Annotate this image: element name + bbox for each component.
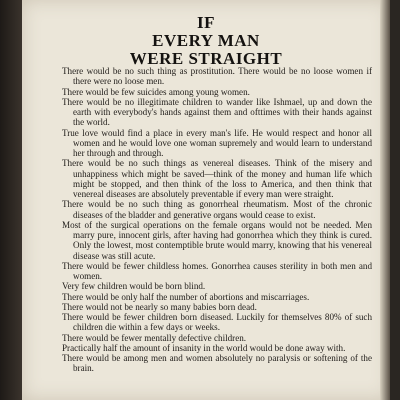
paragraph: There would be fewer children born diseased. Luckily for themselves 80% of such children die within a few days or weeks. [62, 312, 372, 333]
book-spine-shadow [0, 0, 22, 400]
paragraph: There would be among men and women absolutely no paralysis or softening of the brain. [62, 353, 372, 374]
title-line-2: EVERY MAN [152, 31, 260, 50]
paragraph: There would be no such thing as gonorrheal rheumatism. Most of the chronic diseases of the bladder and generative organs would cease to exist. [62, 199, 372, 220]
paragraph: There would be fewer childless homes. Gonorrhea causes sterility in both men and women. [62, 260, 372, 281]
paragraph: There would not be nearly so many babies born dead. [62, 301, 257, 312]
paragraph: Most of the surgical operations on the female organs would not be needed. Men marry pure, innocent girls, after having had gonorrhea which they think is cured. Only the lowest, most contemptible brute would marry, knowing that his venereal disease was still acute. [62, 219, 372, 261]
paragraph: True love would find a place in every man's life. He would respect and honor all women and he would love one woman supremely and would learn to understand her through and through. [62, 127, 372, 158]
paragraph: There would be no such things as venereal diseases. Think of the misery and unhappiness which might be saved—think of the money and human life which might be stopped, and then think of the loss to America, and then think that venereal diseases are absolutely preventable if every man were straight. [62, 158, 372, 199]
paragraph: There would be only half the number of abortions and miscarriages. [62, 291, 310, 302]
title-line-1: IF [197, 13, 215, 32]
page-body-text [62, 66, 372, 374]
paragraph: Very few children would be born blind. [62, 281, 206, 292]
title-line-3: WERE STRAIGHT [129, 49, 283, 68]
paragraph: There would be fewer mentally defective children. [62, 332, 247, 343]
page-edge-shadow [380, 0, 390, 400]
paragraph: There would be few suicides among young women. [62, 86, 250, 97]
paragraph: Practically half the amount of insanity in the world would be done away with. [62, 342, 346, 353]
book-page [22, 0, 390, 400]
paragraph: There would be no such thing as prostitution. There would be no loose women if there were no loose men. [62, 66, 372, 87]
paragraph: There would be no illegitimate children to wander like Ishmael, up and down the earth with everybody's hands against them and ofttimes with their hands against the world. [62, 96, 372, 128]
